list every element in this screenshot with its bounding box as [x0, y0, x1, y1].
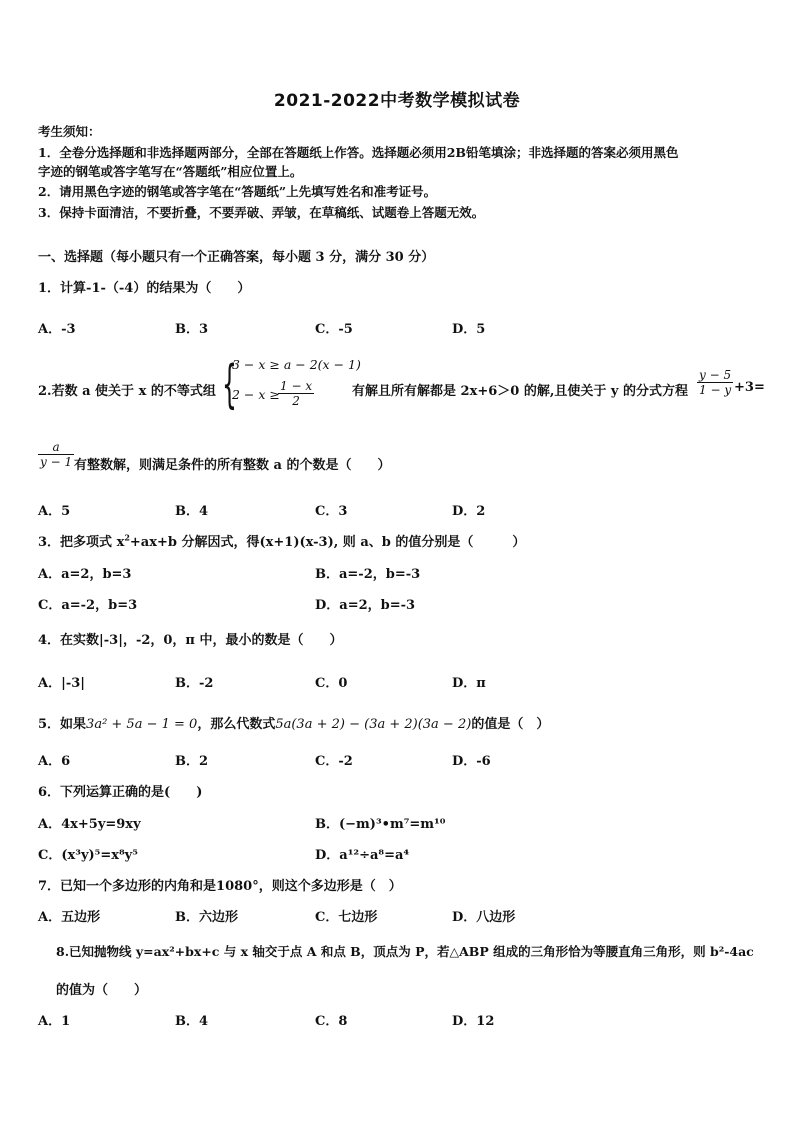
q2-option-c[interactable]: C．3 — [315, 504, 348, 519]
q2-option-a[interactable]: A．5 — [38, 504, 71, 519]
question-3-text-a: 3．把多项式 x — [38, 535, 125, 550]
q2-fraction-1-numerator: y − 5 — [699, 368, 732, 382]
question-2-middle: 有解且所有解都是 2x+6＞0 的解,且使关于 y 的分式方程 — [352, 384, 688, 399]
question-8-line-2: 的值为（ ） — [56, 983, 148, 998]
q7-option-a[interactable]: A．五边形 — [38, 910, 101, 925]
question-2-prefix: 2.若数 a 使关于 x 的不等式组 — [38, 384, 216, 399]
question-5-expression: 5a(3a + 2) − (3a + 2)(3a − 2) — [275, 717, 472, 732]
question-3-text-b: +ax+b 分解因式，得(x+1)(x-3), 则 a、b 的值分别是（ ） — [129, 535, 526, 550]
question-2-after-fraction: +3= — [734, 380, 765, 395]
q5-option-d[interactable]: D．-6 — [452, 754, 491, 769]
question-3 — [38, 531, 525, 550]
q3-option-a[interactable]: A．a=2，b=3 — [38, 567, 132, 582]
q7-option-d[interactable]: D．八边形 — [452, 910, 516, 925]
question-8-line-1: 8.已知抛物线 y=ax²+bx+c 与 x 轴交于点 A 和点 B，顶点为 P，若△ABP 组成的三角形恰为等腰直角三角形，则 b²-4ac — [56, 944, 754, 959]
notice-line-3: 3．保持卡面清洁，不要折叠，不要弄破、弄皱，在草稿纸、试题卷上答题无效。 — [38, 205, 485, 220]
inequality-2-numerator: 1 − x — [280, 379, 313, 393]
q2-fraction-2-denominator: y − 1 — [40, 455, 73, 469]
section-heading: 一、选择题（每小题只有一个正确答案，每小题 3 分，满分 30 分） — [38, 250, 435, 265]
question-4: 4．在实数|-3|，-2，0，π 中，最小的数是（ ） — [38, 633, 343, 648]
q6-option-a[interactable]: A．4x+5y=9xy — [38, 817, 141, 832]
q1-option-d[interactable]: D．5 — [452, 322, 486, 337]
question-5-suffix: 的值是（ ） — [471, 717, 550, 732]
inequality-1: 3 − x ≥ a − 2(x − 1) — [232, 357, 361, 372]
notice-heading: 考生须知： — [38, 124, 101, 139]
question-5-prefix: 5．如果 — [38, 717, 87, 732]
q6-option-c[interactable]: C．(x³y)⁵=x⁸y⁵ — [38, 848, 138, 863]
question-1: 1．计算-1-（-4）的结果为（ ） — [38, 281, 251, 296]
inequality-2-left: 2 − x ≥ — [232, 387, 280, 402]
q5-option-b[interactable]: B．2 — [175, 754, 209, 769]
page-title: 2021-2022中考数学模拟试卷 — [273, 91, 521, 111]
q2-fraction-2 — [38, 440, 74, 469]
q8-option-d[interactable]: D．12 — [452, 1014, 495, 1029]
inequality-2-fraction — [278, 379, 314, 408]
q2-fraction-1-denominator: 1 − y — [699, 383, 732, 397]
q8-option-b[interactable]: B．4 — [175, 1014, 209, 1029]
q8-option-c[interactable]: C．8 — [315, 1014, 348, 1029]
inequality-system — [222, 355, 361, 421]
q4-option-c[interactable]: C．0 — [315, 676, 348, 691]
q4-option-b[interactable]: B．-2 — [175, 676, 214, 691]
question-5-middle: ，那么代数式 — [197, 717, 276, 732]
notice-line-1: 1．全卷分选择题和非选择题两部分，全部在答题纸上作答。选择题必须用2B铅笔填涂；非选择题的答案必须用黑色 — [38, 145, 679, 160]
notice-line-1b: 字迹的钢笔或答字笔写在“答题纸”相应位置上。 — [38, 164, 303, 179]
q2-option-b[interactable]: B．4 — [175, 504, 209, 519]
q3-option-c[interactable]: C．a=-2，b=3 — [38, 598, 138, 613]
q2-fraction-1 — [697, 368, 733, 397]
q6-option-b[interactable]: B．(−m)³•m⁷=m¹⁰ — [315, 817, 446, 832]
question-7: 7．已知一个多边形的内角和是1080°，则这个多边形是（ ） — [38, 879, 402, 894]
q7-option-b[interactable]: B．六边形 — [175, 910, 238, 925]
q8-option-a[interactable]: A．1 — [38, 1014, 71, 1029]
q2-fraction-2-numerator: a — [38, 440, 74, 455]
q5-option-c[interactable]: C．-2 — [315, 754, 353, 769]
q2-option-d[interactable]: D．2 — [452, 504, 486, 519]
q5-option-a[interactable]: A．6 — [38, 754, 71, 769]
question-6: 6．下列运算正确的是( ) — [38, 785, 203, 800]
q6-option-d[interactable]: D．a¹²÷a⁸=a⁴ — [315, 848, 410, 863]
question-5 — [38, 713, 549, 732]
inequality-2-denominator: 2 — [292, 394, 300, 408]
q1-option-b[interactable]: B．3 — [175, 322, 209, 337]
q4-option-d[interactable]: D．π — [452, 676, 486, 691]
q3-option-b[interactable]: B．a=-2，b=-3 — [315, 567, 421, 582]
q1-option-a[interactable]: A．-3 — [38, 322, 76, 337]
q1-option-c[interactable]: C．-5 — [315, 322, 353, 337]
q4-option-a[interactable]: A．|-3| — [38, 676, 85, 691]
notice-line-2: 2．请用黑色字迹的钢笔或答字笔在“答题纸”上先填写姓名和准考证号。 — [38, 184, 437, 199]
q3-option-d[interactable]: D．a=2，b=-3 — [315, 598, 416, 613]
question-5-condition: 3a² + 5a − 1 = 0 — [86, 717, 198, 732]
question-3-sup: 2 — [124, 532, 130, 543]
q7-option-c[interactable]: C．七边形 — [315, 910, 378, 925]
question-2-suffix: 有整数解，则满足条件的所有整数 a 的个数是（ ） — [74, 458, 391, 473]
brace-icon: { — [222, 355, 237, 415]
